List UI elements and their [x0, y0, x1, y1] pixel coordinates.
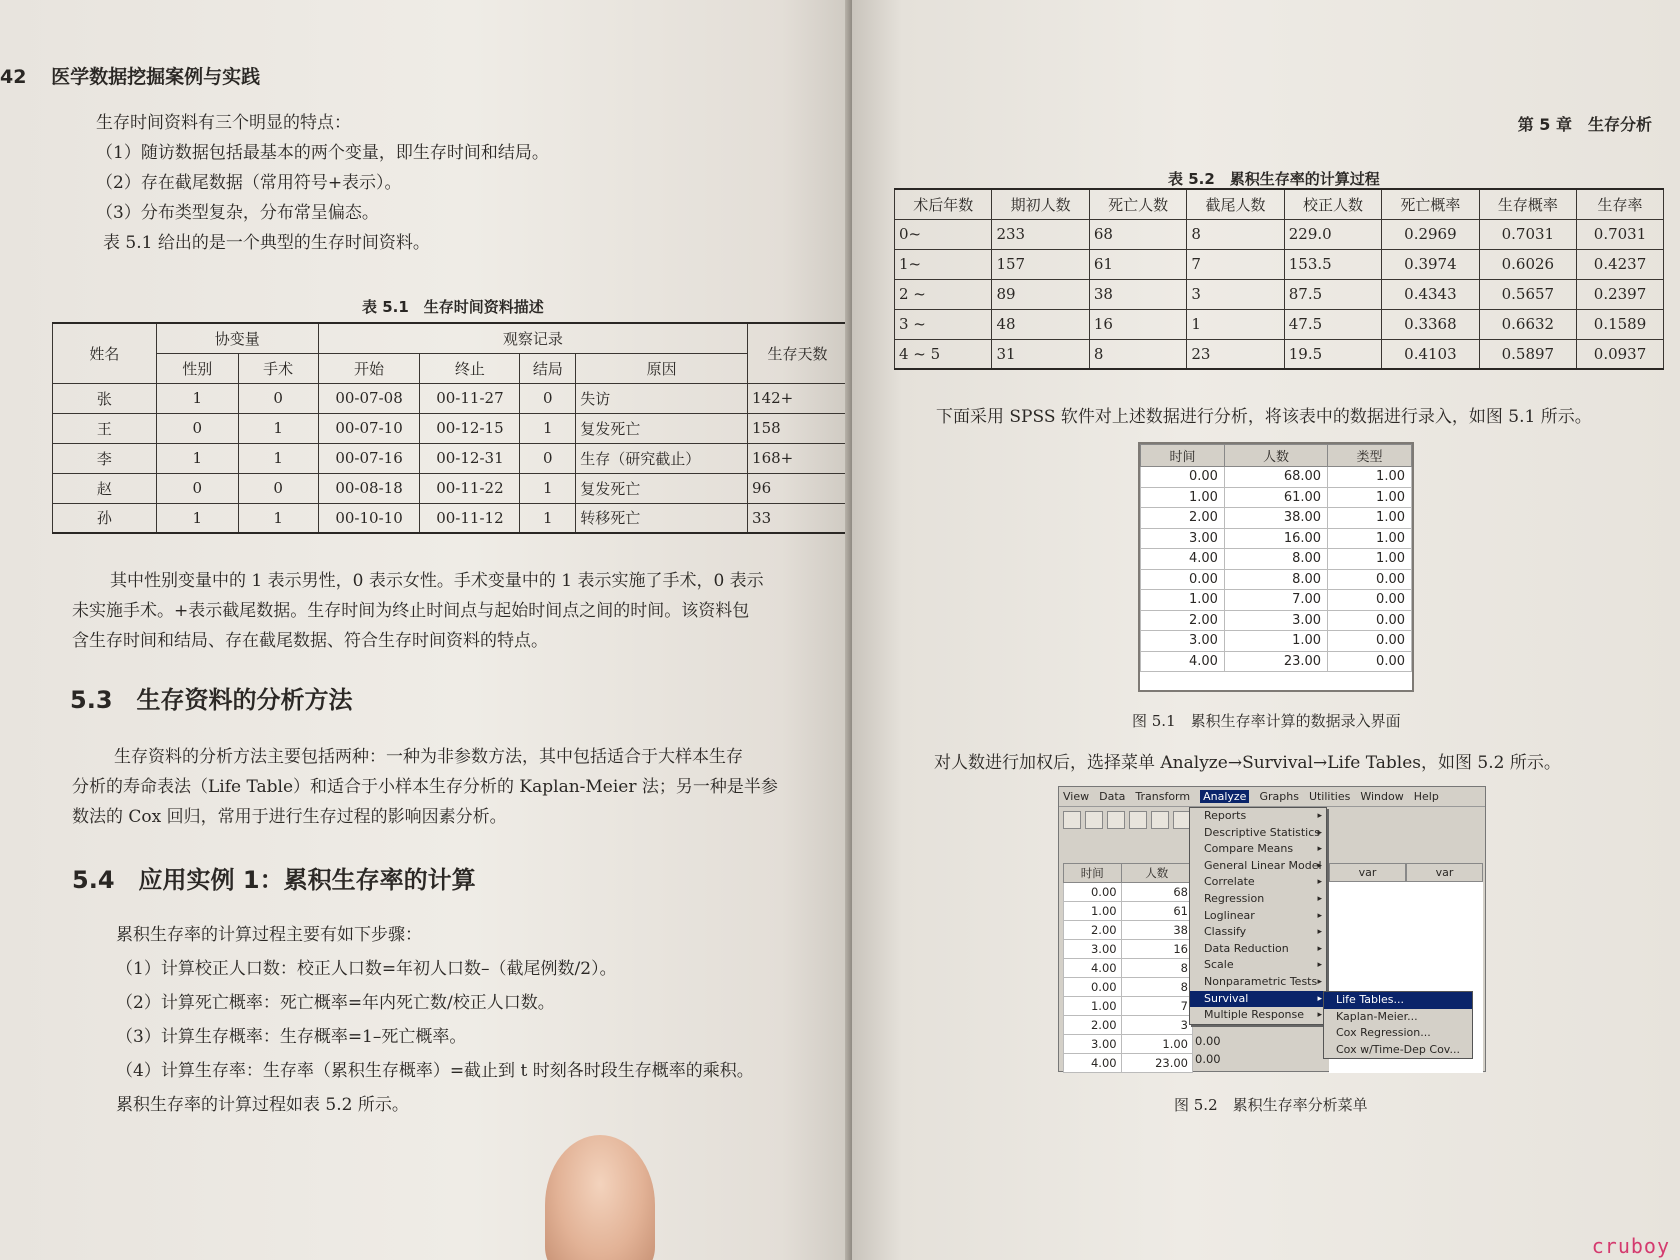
survival-submenu [1323, 991, 1473, 1059]
watermark: cruboy [1591, 1234, 1670, 1258]
table-cell: 0.6632 [1479, 309, 1576, 339]
menu-item-general-linear-model[interactable]: General Linear Model ▸ [1190, 858, 1326, 875]
print-icon[interactable] [1107, 811, 1125, 829]
spss-data-grid [1063, 863, 1193, 1073]
grid-cell: 3 [1121, 1016, 1192, 1035]
grid-cell: 3.00 [1224, 610, 1327, 631]
grid-row [1141, 467, 1412, 488]
grid-row [1064, 921, 1193, 940]
grid-row [1064, 978, 1193, 997]
grid-cell: 1.00 [1064, 902, 1122, 921]
menu-help[interactable]: Help [1413, 790, 1439, 803]
menu-item-descriptive-statistics[interactable]: Descriptive Statistics ▸ [1190, 825, 1326, 842]
grid-row [1064, 997, 1193, 1016]
grid-row [1064, 883, 1193, 902]
table-cell: 00-12-15 [420, 413, 520, 443]
submenu-cox-regression[interactable]: Cox Regression... [1336, 1026, 1431, 1040]
table2-caption: 表 5.2 累积生存率的计算过程 [1168, 170, 1380, 188]
table-cell: 19.5 [1284, 339, 1381, 369]
table-cell: 0.7031 [1577, 219, 1664, 249]
grid-header: 类型 [1328, 445, 1412, 467]
table-cell: 0.7031 [1479, 219, 1576, 249]
table-cell: 8 [1089, 339, 1186, 369]
section-5-3-title: 5.3 生存资料的分析方法 [70, 686, 353, 714]
table-cell: 153.5 [1284, 249, 1381, 279]
grid-cell: 0.00 [1328, 651, 1412, 672]
table-cell: 0.1589 [1577, 309, 1664, 339]
table-cell: 87.5 [1284, 279, 1381, 309]
table-cell: 00-07-10 [318, 413, 420, 443]
table-cell: 生存（研究截止） [576, 443, 748, 473]
table-row [53, 413, 848, 443]
table-cell: 31 [992, 339, 1089, 369]
sec54-line-2: （1）计算校正人口数：校正人口数=年初人口数–（截尾例数/2）。 [116, 959, 617, 979]
table2-header: 生存率 [1577, 189, 1664, 219]
table-cell: 00-08-18 [318, 473, 420, 503]
table-cell: 复发死亡 [576, 413, 748, 443]
table-cell: 00-11-22 [420, 473, 520, 503]
grid-cell: 0.00 [1141, 467, 1225, 488]
sub-header: 终止 [420, 353, 520, 383]
table-cell: 赵 [53, 473, 157, 503]
menu-window[interactable]: Window [1360, 790, 1404, 803]
submenu-cox-time-dep[interactable]: Cox w/Time-Dep Cov... [1336, 1042, 1460, 1056]
table-cell: 00-07-16 [318, 443, 420, 473]
sub-header: 结局 [520, 353, 576, 383]
table2-header: 期初人数 [992, 189, 1089, 219]
menu-item-correlate[interactable]: Correlate ▸ [1190, 874, 1326, 891]
grid-row [1141, 569, 1412, 590]
col-survival-days: 生存天数 [748, 323, 848, 383]
submenu-life-tables[interactable]: Life Tables... [1324, 992, 1472, 1009]
grid-row [1141, 651, 1412, 672]
menu-item-multiple-response[interactable]: Multiple Response ▸ [1190, 1007, 1326, 1024]
table-cell: 00-11-27 [420, 383, 520, 413]
spss-intro-paragraph: 下面采用 SPSS 软件对上述数据进行分析，将该表中的数据进行录入，如图 5.1 所示。 [936, 407, 1592, 427]
grid-cell: 2.00 [1141, 610, 1225, 631]
grid-row [1141, 549, 1412, 570]
chapter-running-header: 第 5 章 生存分析 [1517, 115, 1652, 134]
table-cell: 张 [53, 383, 157, 413]
grid-cell: 16.00 [1224, 528, 1327, 549]
table-cell: 3 ~ [895, 309, 992, 339]
table-cell: 00-11-12 [420, 503, 520, 533]
grid-cell: 2.00 [1064, 1016, 1122, 1035]
explain-line-1: 其中性别变量中的 1 表示男性，0 表示女性。手术变量中的 1 表示实施了手术，0 表示 [110, 571, 764, 591]
intro-line-2: （1）随访数据包括最基本的两个变量，即生存时间和结局。 [96, 143, 549, 163]
table-row [895, 219, 1664, 249]
grid-cell: 1.00 [1141, 590, 1225, 611]
menu-item-scale[interactable]: Scale ▸ [1190, 957, 1326, 974]
grid-cell: 8 [1121, 978, 1192, 997]
grid-cell: 8.00 [1224, 569, 1327, 590]
table-row [53, 383, 848, 413]
table-cell: 23 [1187, 339, 1284, 369]
table-cell: 0.3974 [1382, 249, 1479, 279]
grid-cell: 4.00 [1064, 959, 1122, 978]
sub-header: 开始 [318, 353, 420, 383]
grid-cell: 3.00 [1141, 528, 1225, 549]
table-cell: 1 [156, 443, 238, 473]
table-cell: 33 [748, 503, 848, 533]
intro-line-1: 生存时间资料有三个明显的特点： [96, 113, 351, 133]
grid-row [1141, 610, 1412, 631]
table-cell: 0 [156, 473, 238, 503]
table-cell: 00-07-08 [318, 383, 420, 413]
menu-item-compare-means[interactable]: Compare Means ▸ [1190, 841, 1326, 858]
grid-cell: 38.00 [1224, 508, 1327, 529]
table-cell: 7 [1187, 249, 1284, 279]
spss-menubar [1059, 787, 1485, 807]
menu-item-data-reduction[interactable]: Data Reduction ▸ [1190, 941, 1326, 958]
table-cell: 4 ~ 5 [895, 339, 992, 369]
grid-cell: 23.00 [1224, 651, 1327, 672]
table-cell: 168+ [748, 443, 848, 473]
table-cell: 16 [1089, 309, 1186, 339]
grid-cell: 38 [1121, 921, 1192, 940]
grid-cell: 7.00 [1224, 590, 1327, 611]
menu-data[interactable]: Data [1099, 790, 1126, 803]
cumulative-survival-table [894, 188, 1664, 370]
grid-header: 人数 [1224, 445, 1327, 467]
sec54-line-5: （4）计算生存率：生存率（累积生存概率）=截止到 t 时刻各时段生存概率的乘积。 [116, 1061, 754, 1081]
table-cell: 142+ [748, 383, 848, 413]
analyze-dropdown [1189, 807, 1327, 1025]
table-cell: 48 [992, 309, 1089, 339]
table-cell: 229.0 [1284, 219, 1381, 249]
grid-cell: 61.00 [1224, 487, 1327, 508]
table-cell: 孙 [53, 503, 157, 533]
table-cell: 0.0937 [1577, 339, 1664, 369]
table-cell: 0.4103 [1382, 339, 1479, 369]
table-cell: 00-12-31 [420, 443, 520, 473]
table-cell: 0.2397 [1577, 279, 1664, 309]
grid-cell: 4.00 [1141, 549, 1225, 570]
table-cell: 0 [520, 383, 576, 413]
table-cell: 0.6026 [1479, 249, 1576, 279]
grid-cell: 0.00 [1141, 569, 1225, 590]
grid-cell: 0.00 [1328, 590, 1412, 611]
table-cell: 1 [238, 503, 318, 533]
submenu-kaplan-meier[interactable]: Kaplan-Meier... [1336, 1009, 1418, 1023]
table-cell: 0.5657 [1479, 279, 1576, 309]
menu-paragraph: 对人数进行加权后，选择菜单 Analyze→Survival→Life Tables，如图 5.2 所示。 [934, 753, 1561, 773]
table-cell: 96 [748, 473, 848, 503]
table-cell: 0.4343 [1382, 279, 1479, 309]
table-cell: 1 [238, 443, 318, 473]
grid-cell: 1.00 [1224, 631, 1327, 652]
intro-line-3: （2）存在截尾数据（常用符号+表示）。 [96, 173, 402, 193]
grid-cell: 1.00 [1328, 508, 1412, 529]
grid-row [1064, 959, 1193, 978]
survival-data-table [52, 322, 848, 534]
table-cell: 0 [238, 473, 318, 503]
grid-row [1064, 902, 1193, 921]
grid-row [1141, 631, 1412, 652]
section-5-4-title: 5.4 应用实例 1：累积生存率的计算 [72, 866, 476, 894]
table-cell: 3 [1187, 279, 1284, 309]
grid-cell: 4.00 [1141, 651, 1225, 672]
grid-cell: 23.00 [1121, 1054, 1192, 1073]
grid-cell: 61 [1121, 902, 1192, 921]
menu-transform[interactable]: Transform [1135, 790, 1191, 803]
grid-cell: 1.00 [1141, 487, 1225, 508]
grid-row [1141, 487, 1412, 508]
grid-cell: 2.00 [1064, 921, 1122, 940]
left-running-header [0, 62, 260, 89]
menu-item-reports[interactable]: Reports ▸ [1190, 808, 1326, 825]
table2-header: 死亡人数 [1089, 189, 1186, 219]
grid-row [1141, 508, 1412, 529]
table-cell: 0.2969 [1382, 219, 1479, 249]
table-row [53, 443, 848, 473]
sec53-line-3: 数法的 Cox 回归，常用于进行生存过程的影响因素分析。 [72, 807, 507, 827]
table-cell: 47.5 [1284, 309, 1381, 339]
table-cell: 1 [238, 413, 318, 443]
menu-item-nonparametric-tests[interactable]: Nonparametric Tests ▸ [1190, 974, 1326, 991]
table-cell: 1 [520, 503, 576, 533]
grid-row [1141, 528, 1412, 549]
table-cell: 0 [156, 413, 238, 443]
grid-row [1064, 1016, 1193, 1035]
table-cell: 157 [992, 249, 1089, 279]
grid-overflow-row-4 [1195, 1052, 1221, 1066]
grid-header: 人数 [1121, 864, 1192, 883]
intro-line-4: （3）分布类型复杂，分布常呈偏态。 [96, 203, 379, 223]
menu-view[interactable]: View [1063, 790, 1090, 803]
table2-header: 截尾人数 [1187, 189, 1284, 219]
thumb [545, 1135, 655, 1260]
sec53-line-1: 生存资料的分析方法主要包括两种：一种为非参数方法，其中包括适合于大样本生存 [114, 747, 743, 767]
grid-row [1064, 1035, 1193, 1054]
grid-header: 时间 [1064, 864, 1122, 883]
table-cell: 失访 [576, 383, 748, 413]
table1-caption: 表 5.1 生存时间资料描述 [362, 298, 544, 316]
menu-item-classify[interactable]: Classify ▸ [1190, 924, 1326, 941]
grid-cell: 8.00 [1224, 549, 1327, 570]
explain-line-2: 未实施手术。+表示截尾数据。生存时间为终止时间点与起始时间点之间的时间。该资料包 [72, 601, 750, 621]
grid-cell: 68 [1121, 883, 1192, 902]
table-cell: 0.3368 [1382, 309, 1479, 339]
table-cell: 李 [53, 443, 157, 473]
grid-cell: 1.00 [1328, 487, 1412, 508]
explain-line-3: 含生存时间和结局、存在截尾数据、符合生存时间资料的特点。 [72, 631, 548, 651]
table-cell: 89 [992, 279, 1089, 309]
page-number: 42 [0, 66, 27, 88]
grid-cell: 8 [1121, 959, 1192, 978]
menu-item-regression[interactable]: Regression ▸ [1190, 891, 1326, 908]
grid-row [1064, 1054, 1193, 1073]
grid-cell: 0.00 [1328, 569, 1412, 590]
col-observation: 观察记录 [318, 323, 747, 353]
table-cell: 复发死亡 [576, 473, 748, 503]
grid-row [1141, 590, 1412, 611]
table-row [895, 309, 1664, 339]
table-cell: 1 [1187, 309, 1284, 339]
table-row [895, 339, 1664, 369]
intro-line-5: 表 5.1 给出的是一个典型的生存时间资料。 [103, 233, 430, 253]
table-cell: 61 [1089, 249, 1186, 279]
grid-cell: 7 [1121, 997, 1192, 1016]
sub-header: 手术 [238, 353, 318, 383]
table-cell: 158 [748, 413, 848, 443]
table-cell: 0 [520, 443, 576, 473]
spss-data-entry-figure [1138, 442, 1414, 692]
table-cell: 2 ~ [895, 279, 992, 309]
table2-header: 死亡概率 [1382, 189, 1479, 219]
table2-header: 校正人数 [1284, 189, 1381, 219]
sec54-line-6: 累积生存率的计算过程如表 5.2 所示。 [116, 1095, 409, 1115]
figure-5-1-caption: 图 5.1 累积生存率计算的数据录入界面 [1132, 712, 1401, 730]
table-row [895, 249, 1664, 279]
grid-cell: 0.00 [1064, 978, 1122, 997]
col-name: 姓名 [53, 323, 157, 383]
grid-cell: 1.00 [1328, 467, 1412, 488]
grid-cell: 3.00 [1064, 940, 1122, 959]
grid-cell: 4.00 [1064, 1054, 1122, 1073]
grid-overflow-row-3 [1195, 1034, 1221, 1048]
table-cell: 233 [992, 219, 1089, 249]
dialog-recall-icon[interactable] [1129, 811, 1147, 829]
table-cell: 38 [1089, 279, 1186, 309]
undo-icon[interactable] [1151, 811, 1169, 829]
sec54-line-1: 累积生存率的计算过程主要有如下步骤： [116, 925, 422, 945]
grid-cell: 1.00 [1064, 997, 1122, 1016]
grid-row [1064, 940, 1193, 959]
table-cell: 00-10-10 [318, 503, 420, 533]
table2-header: 生存概率 [1479, 189, 1576, 219]
save-icon[interactable] [1085, 811, 1103, 829]
table-cell: 0~ [895, 219, 992, 249]
table-cell: 68 [1089, 219, 1186, 249]
table-cell: 1 [156, 383, 238, 413]
grid-cell: 0.00 [1328, 610, 1412, 631]
table-cell: 1 [520, 473, 576, 503]
menu-graphs[interactable]: Graphs [1259, 790, 1299, 803]
table-row [53, 473, 848, 503]
spss-analyze-menu-figure [1058, 786, 1486, 1072]
menu-item-survival[interactable]: Survival ▸ [1190, 991, 1326, 1008]
table2-header: 术后年数 [895, 189, 992, 219]
grid-cell: 1.00 [1121, 1035, 1192, 1054]
grid-cell: 3.00 [1141, 631, 1225, 652]
sub-header: 性别 [156, 353, 238, 383]
sec54-line-3: （2）计算死亡概率：死亡概率=年内死亡数/校正人口数。 [116, 993, 555, 1013]
grid-cell: 1.00 [1328, 549, 1412, 570]
menu-item-loglinear[interactable]: Loglinear ▸ [1190, 908, 1326, 925]
col-covariates: 协变量 [156, 323, 318, 353]
sec53-line-2: 分析的寿命表法（Life Table）和适合于小样本生存分析的 Kaplan-Meier 法；另一种是半参 [72, 777, 778, 797]
sec54-line-4: （3）计算生存概率：生存概率=1–死亡概率。 [116, 1027, 467, 1047]
grid-cell: 2.00 [1141, 508, 1225, 529]
grid-cell: 1.00 [1328, 528, 1412, 549]
table-cell: 1 [156, 503, 238, 533]
figure-5-2-caption: 图 5.2 累积生存率分析菜单 [1174, 1096, 1368, 1114]
table-row [895, 279, 1664, 309]
sub-header: 原因 [576, 353, 748, 383]
menu-analyze[interactable]: Analyze [1200, 790, 1249, 803]
grid-cell: 0.00 [1195, 1052, 1221, 1066]
table-cell: 转移死亡 [576, 503, 748, 533]
table-cell: 王 [53, 413, 157, 443]
grid-header: 时间 [1141, 445, 1225, 467]
grid-cell: 0.00 [1328, 631, 1412, 652]
table-row [53, 503, 848, 533]
var-header: var [1406, 863, 1483, 882]
grid-cell: 0.00 [1195, 1034, 1221, 1048]
menu-utilities[interactable]: Utilities [1308, 790, 1351, 803]
table-cell: 0.4237 [1577, 249, 1664, 279]
grid-cell: 0.00 [1064, 883, 1122, 902]
table-cell: 8 [1187, 219, 1284, 249]
table-cell: 1~ [895, 249, 992, 279]
grid-cell: 16 [1121, 940, 1192, 959]
table-cell: 0.5897 [1479, 339, 1576, 369]
table-cell: 1 [520, 413, 576, 443]
var-header: var [1329, 863, 1406, 882]
table-cell: 0 [238, 383, 318, 413]
book-title: 医学数据挖掘案例与实践 [51, 66, 261, 88]
open-icon[interactable] [1063, 811, 1081, 829]
grid-cell: 68.00 [1224, 467, 1327, 488]
grid-cell: 3.00 [1064, 1035, 1122, 1054]
